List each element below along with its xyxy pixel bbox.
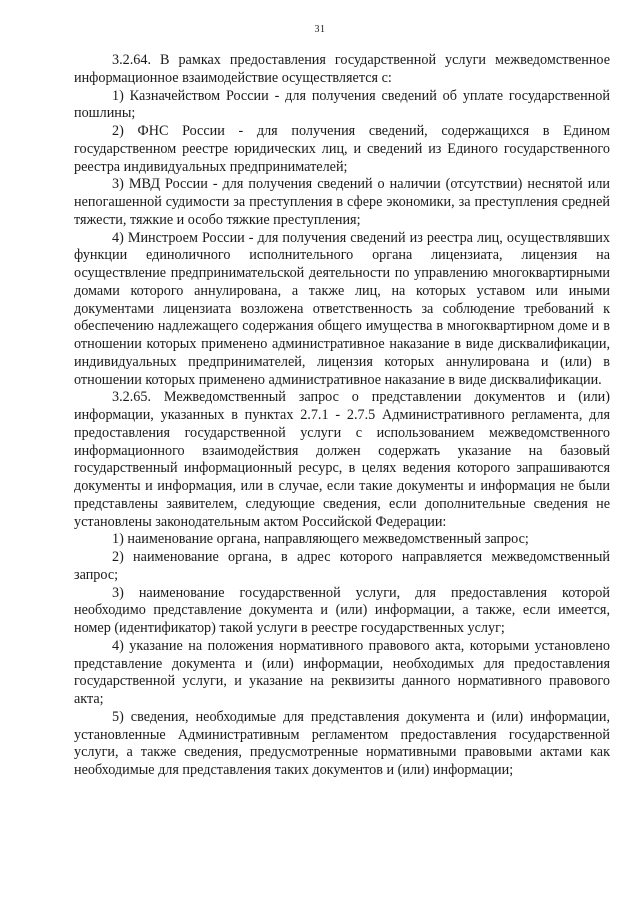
list-item-service-name: 3) наименование государственной услуги, для предоставления которой необходимо представление документа и (или) информации, а также, если имеется, номер (идентификатор) такой услуги в реестре государственных услуг; [74,584,610,636]
paragraph-3-2-65: 3.2.65. Межведомственный запрос о представлении документов и (или) информации, указанных в пунктах 2.7.1 - 2.7.5 Административного регламента, для предоставления государственной услуги с использованием межведомственного информационного взаимодействия должен содержать указание на базовый государственный информационный ресурс, в целях ведения которого запрашиваются документы и информация, или в случае, если такие документы и информация не были представлены заявителем, следующие сведения, если дополнительные сведения не установлены законодательным актом Российской Федерации: [74,389,610,530]
document-body [74,52,610,780]
list-item-fns: 2) ФНС России - для получения сведений, содержащихся в Едином государственном реестре юридических лиц, и сведений из Единого государственного реестра индивидуальных предпринимателей; [74,123,610,175]
paragraph-3-2-64: 3.2.64. В рамках предоставления государственной услуги межведомственное информационное взаимодействие осуществляется с: [74,52,610,86]
list-item-mvd: 3) МВД России - для получения сведений о наличии (отсутствии) неснятой или непогашенной судимости за преступления в сфере экономики, за преступления средней тяжести, тяжкие и особо тяжкие преступления; [74,176,610,228]
list-item-legal-act: 4) указание на положения нормативного правового акта, которыми установлено представление документа и (или) информации, необходимых для предоставления государственной услуги, и указание на реквизиты данного нормативного правового акта; [74,637,610,707]
page-number: 31 [314,24,326,35]
list-item-required-info: 5) сведения, необходимые для представления документа и (или) информации, установленные Административным регламентом предоставления государственной услуги, а также сведения, предусмотренные нормативными правовыми актами как необходимые для представления таких документов и (или) информации; [74,708,610,778]
list-item-requesting-authority: 1) наименование органа, направляющего межведомственный запрос; [112,531,529,548]
list-item-treasury: 1) Казначейством России - для получения сведений об уплате государственной пошлины; [74,87,610,122]
list-item-minstroy: 4) Минстроем России - для получения сведений из реестра лиц, осуществлявших функции единоличного исполнительного органа лицензиата, лицензия на осуществление предпринимательской деятельности по управлению многоквартирными домами которого аннулирована, а также лиц, на которых уставом или иными документами лицензиата возложена ответственность за соблюдение требований к обеспечению надлежащего содержания общего имущества в многоквартирном доме и в отношении которых применено административное наказание в виде дисквалификации, индивидуальных предпринимателей, лицензия которых аннулирована и (или) в отношении которых применено административное наказание в виде дисквалификации. [74,229,610,388]
list-item-recipient-authority: 2) наименование органа, в адрес которого направляется межведомственный запрос; [74,549,610,583]
